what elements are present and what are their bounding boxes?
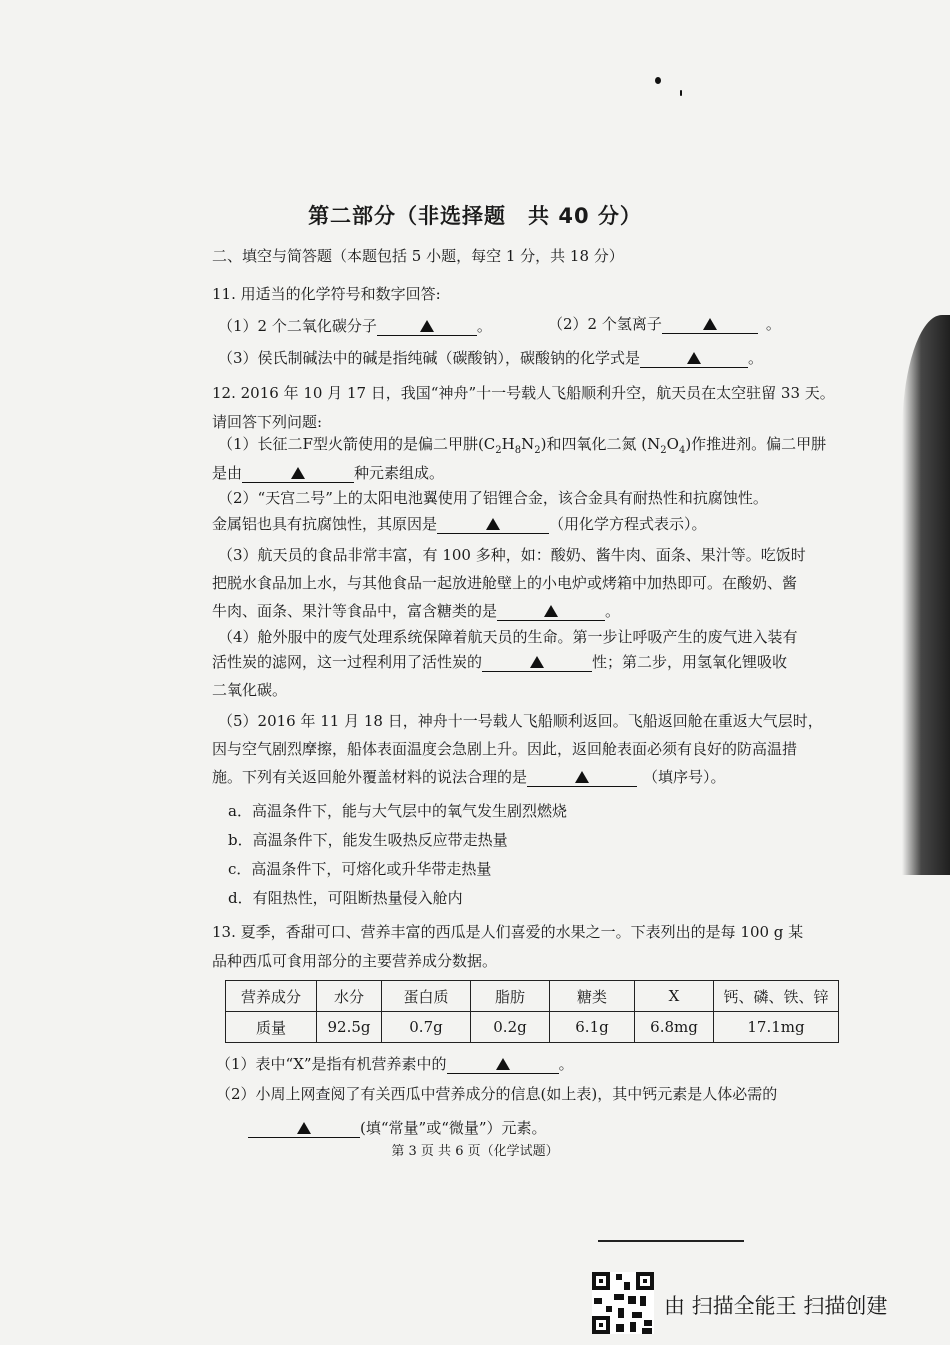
scan-line: [598, 1240, 744, 1242]
q12-sub4-line1: （4）舱外服中的废气处理系统保障着航天员的生命。第一步让呼吸产生的废气进入装有: [218, 628, 798, 646]
answer-blank[interactable]: [640, 349, 748, 368]
answer-blank[interactable]: [662, 315, 758, 334]
q12-instruction: 请回答下列问题:: [212, 413, 323, 431]
speck-mark: [680, 90, 682, 96]
table-cell: 6.8mg: [635, 1012, 714, 1043]
table-cell: 0.7g: [382, 1012, 471, 1043]
table-header-cell: 蛋白质: [382, 981, 471, 1012]
table-cell: 0.2g: [471, 1012, 550, 1043]
answer-blank[interactable]: [377, 317, 477, 336]
q13-intro: 13. 夏季，香甜可口、营养丰富的西瓜是人们喜爱的水果之一。下表列出的是每 100 g 某: [212, 923, 804, 941]
table-header-cell: 营养成分: [226, 981, 317, 1012]
answer-blank[interactable]: [497, 602, 605, 621]
q12-sub2-line2: 金属铝也具有抗腐蚀性，其原因是 （用化学方程式表示）。: [212, 515, 707, 533]
q12-sub1-line1: （1）长征二F型火箭使用的是偏二甲肼$(C_2H_8N_2)$和四氧化二氮 $(N_2O_4)$作推进剂。偏二甲肼: [218, 435, 827, 456]
q12-sub3-line3: 牛肉、面条、果汁等食品中，富含糖类的是 。: [212, 602, 621, 620]
q11-part3: （3）侯氏制碱法中的碱是指纯碱（碳酸钠），碳酸钠的化学式是 。: [218, 349, 764, 367]
part-title: 第二部分（非选择题 共 40 分）: [308, 204, 642, 228]
q12-option-c: c．高温条件下，可熔化或升华带走热量: [228, 860, 492, 878]
table-cell: 17.1mg: [714, 1012, 839, 1043]
triangle-icon: [297, 1122, 311, 1134]
table-header-cell: X: [635, 981, 714, 1012]
q13-part2-line2: (填“常量”或“微量”）元素。: [248, 1118, 547, 1138]
triangle-icon: [291, 467, 305, 479]
nutrition-table: [225, 980, 839, 1043]
triangle-icon: [703, 318, 717, 330]
q12-sub2-line1: （2）“天宫二号”上的太阳电池翼使用了铝锂合金，该合金具有耐热性和抗腐蚀性。: [218, 489, 768, 507]
table-header-cell: 脂肪: [471, 981, 550, 1012]
q12-option-b: b．高温条件下，能发生吸热反应带走热量: [228, 831, 508, 849]
scan-shadow: [902, 315, 950, 875]
table-cell: 6.1g: [550, 1012, 635, 1043]
scanner-brand-label: 由 扫描全能王 扫描创建: [664, 1294, 888, 1318]
qr-code-icon: [592, 1272, 654, 1334]
answer-blank[interactable]: [242, 464, 354, 483]
q11-part2: （2）2 个氢离子 。: [548, 315, 781, 333]
page-footer: 第 3 页 共 6 页（化学试题）: [391, 1144, 559, 1159]
triangle-icon: [420, 320, 434, 332]
q11-stem: 11. 用适当的化学符号和数字回答:: [212, 285, 441, 303]
table-header-row: [226, 981, 839, 1012]
answer-blank[interactable]: [437, 515, 549, 534]
triangle-icon: [530, 656, 544, 668]
q12-sub3-line1: （3）航天员的食品非常丰富，有 100 多种，如：酸奶、酱牛肉、面条、果汁等。吃饭时: [218, 546, 806, 564]
table-header-cell: 水分: [317, 981, 382, 1012]
q12-sub4-line3: 二氧化碳。: [212, 681, 288, 699]
q12-intro: 12. 2016 年 10 月 17 日，我国“神舟”十一号载人飞船顺利升空，航天员在太空驻留 33 天。: [212, 384, 835, 402]
q12-sub5-line3: 施。下列有关返回舱外覆盖材料的说法合理的是 （填序号）。: [212, 768, 726, 786]
q13-intro-2: 品种西瓜可食用部分的主要营养成分数据。: [212, 952, 498, 970]
q13-part1: （1）表中“X”是指有机营养素中的 。: [216, 1055, 574, 1073]
triangle-icon: [496, 1058, 510, 1070]
q13-part2-line1: （2）小周上网查阅了有关西瓜中营养成分的信息(如上表)，其中钙元素是人体必需的: [216, 1085, 778, 1103]
answer-blank[interactable]: [248, 1119, 360, 1138]
triangle-icon: [687, 352, 701, 364]
q12-sub5-line1: （5）2016 年 11 月 18 日，神舟十一号载人飞船顺利返回。飞船返回舱在重返大气层时，: [218, 712, 823, 730]
answer-blank[interactable]: [527, 768, 637, 787]
q12-sub3-line2: 把脱水食品加上水，与其他食品一起放进舱壁上的小电炉或烤箱中加热即可。在酸奶、酱: [212, 574, 798, 592]
triangle-icon: [544, 605, 558, 617]
section-heading: 二、填空与简答题（本题包括 5 小题，每空 1 分，共 18 分）: [212, 247, 624, 265]
q12-option-d: d．有阻热性，可阻断热量侵入舱内: [228, 889, 463, 907]
q11-part1: （1）2 个二氧化碳分子 。: [218, 317, 492, 335]
table-header-cell: 钙、磷、铁、锌: [714, 981, 839, 1012]
triangle-icon: [486, 518, 500, 530]
answer-blank[interactable]: [447, 1055, 559, 1074]
table-row: [226, 1012, 839, 1043]
table-header-cell: 糖类: [550, 981, 635, 1012]
triangle-icon: [575, 771, 589, 783]
answer-blank[interactable]: [482, 653, 592, 672]
q12-sub4-line2: 活性炭的滤网，这一过程利用了活性炭的 性；第二步，用氢氧化锂吸收: [212, 653, 788, 671]
q12-sub1-line2: 是由 种元素组成。: [212, 464, 445, 482]
q12-sub5-line2: 因与空气剧烈摩擦，船体表面温度会急剧上升。因此，返回舱表面必须有良好的防高温措: [212, 740, 798, 758]
speck-mark: [655, 77, 661, 84]
table-cell: 92.5g: [317, 1012, 382, 1043]
table-cell: 质量: [226, 1012, 317, 1043]
q12-option-a: a．高温条件下，能与大气层中的氧气发生剧烈燃烧: [228, 802, 567, 820]
